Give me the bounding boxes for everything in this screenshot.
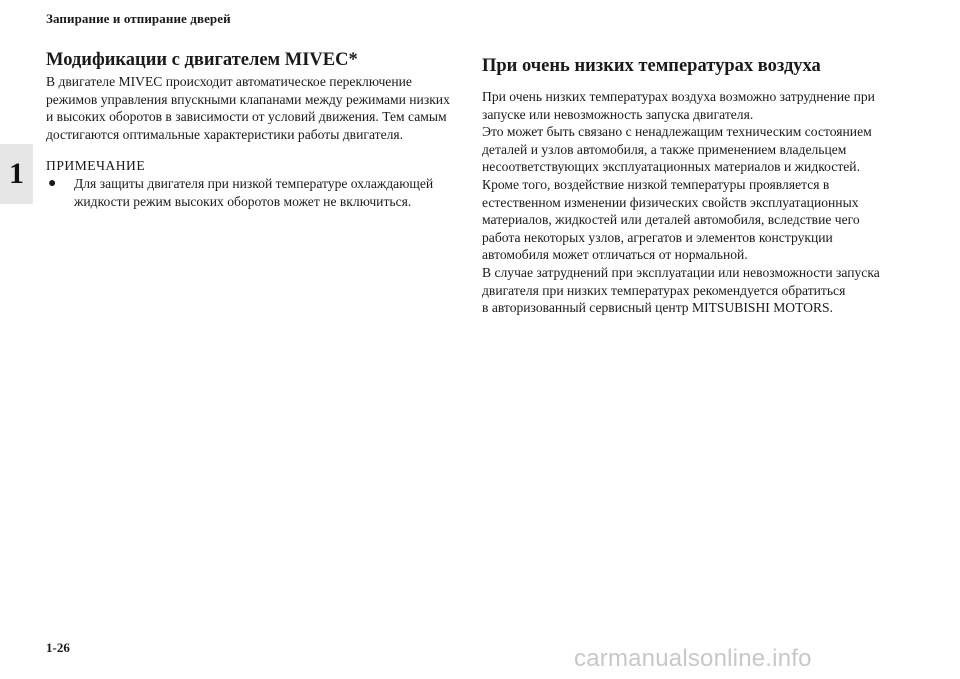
page-header-title: Запирание и отпирание дверей — [46, 11, 231, 26]
paragraph-line: естественном изменении физических свойств эксплуатационных — [482, 194, 859, 210]
paragraph-line: автомобиля может отличаться от нормальной. — [482, 247, 748, 263]
paragraph-line: Кроме того, воздействие низкой температуры проявляется в — [482, 176, 830, 192]
paragraph-line: материалов, жидкостей или деталей автомобиля, вследствие чего — [482, 212, 860, 228]
note-heading: ПРИМЕЧАНИЕ — [46, 158, 146, 174]
mivec-section-title: Модификации с двигателем MIVEC* — [46, 50, 358, 70]
paragraph-line: При очень низких температурах воздуха возможно затруднение при — [482, 89, 875, 104]
low-temperature-paragraph — [482, 88, 902, 317]
chapter-number: 1 — [9, 157, 24, 190]
note-bullet-text — [74, 175, 433, 210]
chapter-tab — [0, 144, 33, 204]
paragraph-line: достигаются оптимальные характеристики работы двигателя. — [46, 126, 404, 142]
bullet-line: жидкости режим высоких оборотов может не включиться. — [74, 193, 412, 209]
paragraph-line: В случае затруднений при эксплуатации или невозможности запуска — [482, 264, 880, 280]
right-column — [482, 49, 902, 317]
paragraph-line: запуске или невозможность запуска двигателя. — [482, 106, 754, 122]
page-number: 1-26 — [46, 640, 70, 655]
paragraph-line: и высоких оборотов в зависимости от условий движения. Тем самым — [46, 109, 447, 125]
paragraph-line: деталей и узлов автомобиля, а также применением владельцем — [482, 141, 847, 157]
bullet-dot-icon: ● — [48, 175, 57, 191]
paragraph-line: В двигателе MIVEC происходит автоматическое переключение — [46, 74, 412, 89]
paragraph-line: двигателя при низких температурах рекомендуется обратиться — [482, 282, 846, 298]
left-column — [46, 49, 460, 210]
note-bullet-item — [48, 175, 460, 210]
paragraph-line: режимов управления впускными клапанами между режимами низких — [46, 91, 450, 107]
bullet-line: Для защиты двигателя при низкой температуре охлаждающей — [74, 175, 434, 191]
paragraph-line: несоответствующих эксплуатационных материалов и жидкостей. — [482, 159, 860, 175]
low-temperature-section-title: При очень низких температурах воздуха — [482, 56, 821, 76]
paragraph-line: Это может быть связано с ненадлежащим техническим состоянием — [482, 124, 872, 140]
watermark-text: carmanualsonline.info — [574, 645, 812, 672]
mivec-paragraph — [46, 73, 460, 143]
paragraph-line: в авторизованный сервисный центр MITSUBISHI MOTORS. — [482, 300, 833, 316]
paragraph-line: работа некоторых узлов, агрегатов и элементов конструкции — [482, 229, 833, 245]
